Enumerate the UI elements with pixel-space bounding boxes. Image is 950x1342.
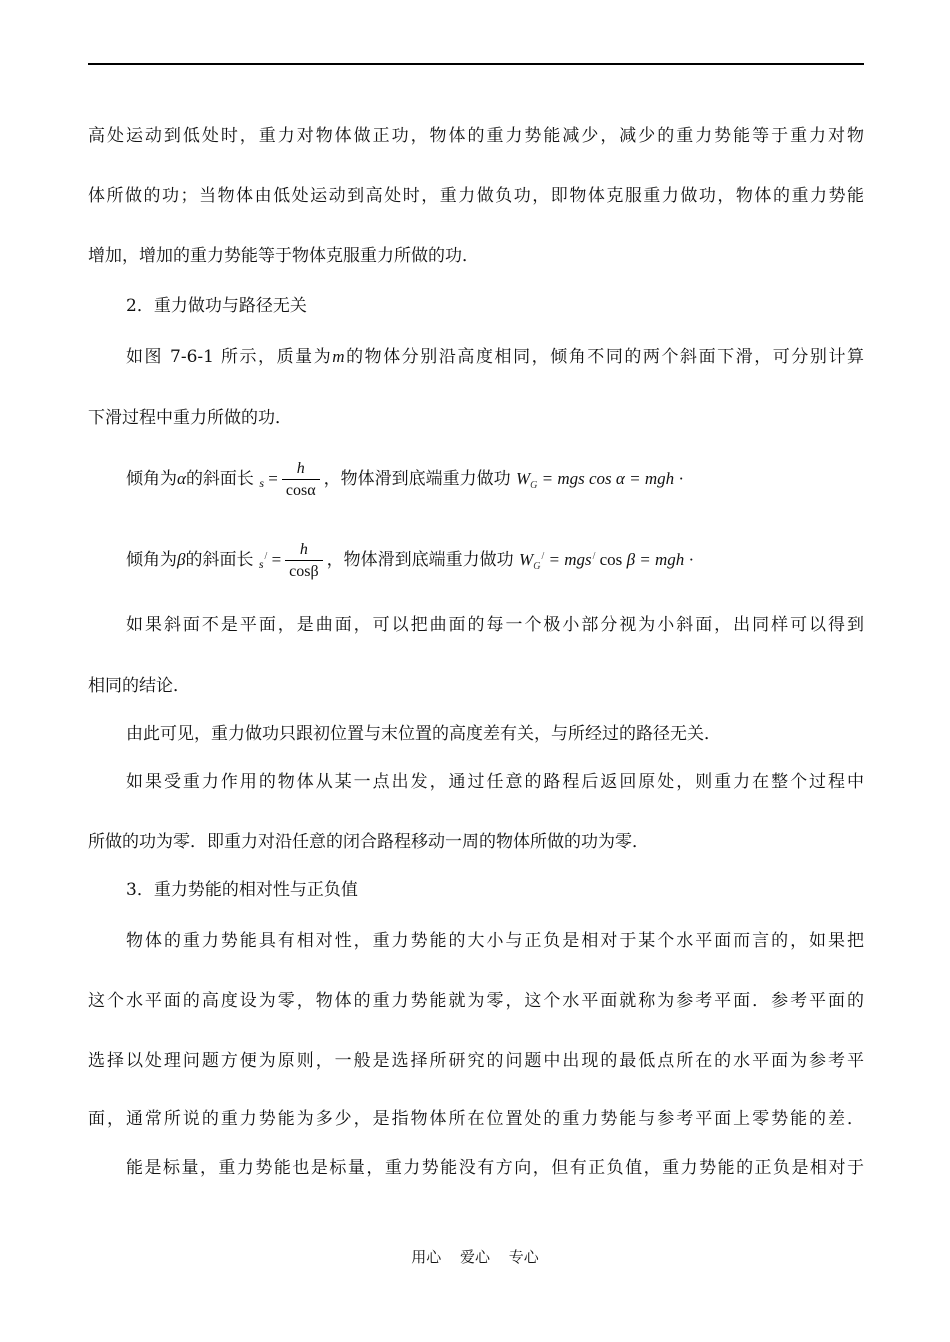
sub-G: G [533,561,541,572]
dot: · [688,550,695,569]
denominator: cosα [285,481,316,499]
formula-work-alpha [515,469,685,491]
numerator: h [299,540,308,558]
page-footer: 用心 爱心 专心 [411,1248,539,1266]
text-span: 如图 7-6-1 所示，质量为 [126,347,333,367]
prime: / [541,551,545,562]
var-s: s [259,476,265,490]
denominator: cosβ [289,562,319,580]
paragraph-line: 面，通常所说的重力势能为多少，是指物体所在位置处的重力势能与参考平面上零势能的差． [88,1109,864,1129]
paragraph-line: 体所做的功；当物体由低处运动到高处时，重力做负功，即物体克服重力做功，物体的重力势能 [88,186,864,206]
section-heading: 3．重力势能的相对性与正负值 [126,880,358,900]
rhs-1: = mgs cos [541,469,612,488]
var-W: W [519,550,534,569]
paragraph-line: 如果受重力作用的物体从某一点出发，通过任意的路程后返回原处，则重力在整个过程中 [126,772,864,792]
formula-work-beta [519,550,695,572]
fraction [282,459,320,502]
paragraph-line: 这个水平面的高度设为零，物体的重力势能就为零，这个水平面就称为参考平面．参考平面的 [88,991,864,1011]
formula-line-alpha [126,452,684,513]
cos: cos [599,550,623,569]
variable-m: m [332,347,345,366]
sub-G: G [530,480,538,491]
section-heading: 2．重力做功与路径无关 [126,296,307,316]
var-s: s [258,557,264,571]
numerator: h [296,459,305,477]
paragraph-line: 由此可见，重力做功只跟初位置与末位置的高度差有关，与所经过的路径无关． [126,724,721,744]
var-alpha: α [615,469,625,488]
paragraph-line: 相同的结论． [88,676,190,696]
text-span: 的斜面长 [185,550,254,570]
text-span: 倾角为 [126,469,177,489]
header-rule [88,63,864,65]
paragraph-line: 物体的重力势能具有相对性，重力势能的大小与正负是相对于某个水平面而言的，如果把 [126,931,864,951]
var-beta: β [626,550,636,569]
paragraph-line: 下滑过程中重力所做的功． [88,408,292,428]
rhs-2: = mgh [629,469,675,488]
text-span: 倾角为 [126,550,177,570]
paragraph-line: 能是标量，重力势能也是标量，重力势能没有方向，但有正负值，重力势能的正负是相对于 [126,1158,864,1178]
paragraph-line: 选择以处理问题方便为原则，一般是选择所研究的问题中出现的最低点所在的水平面为参考平 [88,1051,864,1071]
equals: = [268,469,278,488]
formula-line-beta [126,530,694,594]
text-span: 的物体分别沿高度相同，倾角不同的两个斜面下滑，可分别计算 [344,347,864,367]
equals: = [271,550,282,569]
dot: · [678,469,685,488]
text-span: ，物体滑到底端重力做功 [326,550,514,570]
paragraph-line [126,345,864,369]
variable-beta: β [177,550,186,569]
fraction [285,540,322,583]
rhs-1: = mgs [548,550,592,569]
paragraph-line: 如果斜面不是平面，是曲面，可以把曲面的每一个极小部分视为小斜面，出同样可以得到 [126,615,864,635]
paragraph-line: 增加，增加的重力势能等于物体克服重力所做的功． [88,246,479,266]
var-W: W [515,469,531,488]
text-span: 的斜面长 [185,469,254,489]
prime: / [264,551,268,562]
paragraph-line: 高处运动到低处时，重力对物体做正功，物体的重力势能减少，减少的重力势能等于重力对物 [88,126,864,146]
prime: / [592,551,596,562]
paragraph-line: 所做的功为零．即重力对沿任意的闭合路程移动一周的物体所做的功为零． [88,832,649,852]
rhs-2: = mgh [639,550,685,569]
variable-alpha: α [177,469,186,488]
text-span: ，物体滑到底端重力做功 [323,469,511,489]
